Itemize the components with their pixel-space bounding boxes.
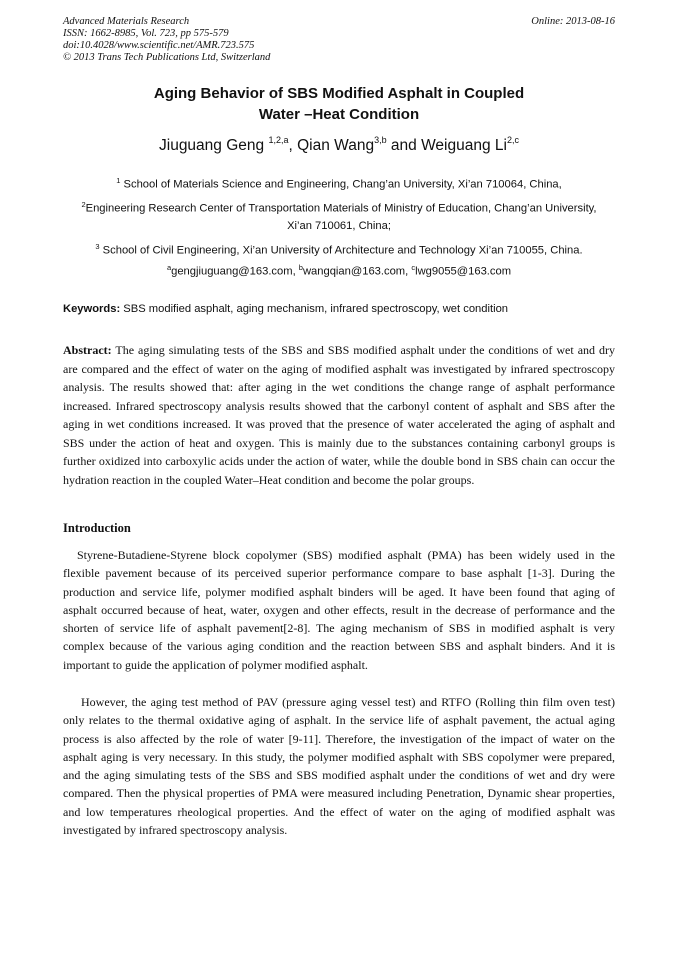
introduction-paragraph-1: Styrene-Butadiene-Styrene block copolymer (SBS) modified asphalt (PMA) has been widely used in the flexible pavement because of its perceived superior performance compare to base asphalt [1-3]. During the production and service life, polymer modified asphalt binders will be aged. It have been found that aging of asphalt occurred because of heat, water, oxygen and other effects, result in the decrease of performance and the shorten of service life of asphalt pavement[2-8]. The aging mechanism of SBS in modified asphalt is very complex because of the various aging condition and the reaction between SBS and asphalt binders. And it is important to guide the application of polymer modified asphalt. (63, 548, 615, 672)
title-line-2: Water –Heat Condition (258, 106, 420, 123)
author-name: Qian Wang (297, 137, 375, 155)
introduction-paragraph-2: However, the aging test method of PAV (pressure aging vessel test) and RTFO (Rolling thin film oven test) only relates to the thermal oxidative aging of asphalt. In the service life of asphalt pavement, the actual aging process is also affected by the role of water [9-11]. Therefore, the investigation of the impact of water on the asphalt aging is very necessary. In this study, the polymer modified asphalt with SBS copolymer were prepared, and the aging simulating tests of the SBS and SBS modified asphalt under the conditions of wet and dry were compared. Then the physical properties of PMA were measured including Penetration, Dynamic shear properties, and low temperatures rheological properties. And the effect of water on the aging of modified asphalt was investigated by infrared spectroscopy analysis. (63, 695, 615, 838)
affiliation-1 (63, 172, 615, 194)
affiliation-text: Engineering Research Center of Transportation Materials of Ministry of Education, Chang’an University, Xi’an 710061, China; (85, 202, 597, 232)
affiliation-mark: 2 (81, 200, 86, 209)
affiliation-2 (80, 196, 598, 235)
affiliation-mark: 1 (116, 176, 121, 185)
email-list (63, 263, 615, 278)
author-affiliation-mark: 2,c (506, 135, 519, 145)
affiliation-3 (63, 238, 615, 260)
email-address: wangqian@163.com (302, 265, 406, 278)
journal-header (63, 16, 615, 64)
affiliation-text: School of Civil Engineering, Xi’an University of Architecture and Technology Xi’an 710055, China. (99, 244, 583, 257)
abstract (63, 341, 615, 489)
email-separator: , (405, 265, 412, 278)
copyright-line: © 2013 Trans Tech Publications Ltd, Switzerland (63, 52, 271, 63)
author-affiliation-mark: 3,b (374, 135, 387, 145)
author-separator: and (386, 137, 422, 155)
abstract-label: Abstract: (63, 343, 112, 357)
affiliation-text: School of Materials Science and Engineering, Chang’an University, Xi’an 710064, China, (120, 178, 562, 191)
keywords-text: SBS modified asphalt, aging mechanism, infrared spectroscopy, wet condition (120, 303, 509, 315)
doi-line: doi:10.4028/www.scientific.net/AMR.723.575 (63, 40, 255, 51)
affiliation-mark: 3 (95, 242, 100, 251)
introduction-heading: Introduction (63, 521, 131, 535)
email-address: gengjiuguang@163.com (171, 265, 293, 278)
author-name: Weiguang Li (421, 137, 507, 155)
email-mark: b (298, 263, 303, 272)
paper-title (63, 83, 615, 125)
abstract-text: The aging simulating tests of the SBS and SBS modified asphalt under the conditions of wet and dry are compared and the effect of water on the aging of modified asphalt was investigated by infrared spectroscopy analysis. The results showed that: after aging in the wet conditions the change range of asphalt performance increased. Infrared spectroscopy analysis results showed that the carbonyl content of asphalt and SBS after the aging in wet conditions increased. It was proved that the presence of water accelerated the aging of asphalt and SBS under the action of heat and oxygen. This is mainly due to the substances containing carbonyl groups is further oxidized into carboxylic acids under the action of water, while the double bond in SBS chain can occur the hydration reaction in the coupled Water–Heat condition and become the polar groups. (63, 343, 615, 487)
email-mark: c (411, 263, 416, 272)
email-separator: , (292, 265, 299, 278)
author-name: Jiuguang Geng (159, 137, 265, 155)
author-separator: , (288, 137, 298, 155)
email-mark: a (166, 263, 172, 272)
author-affiliation-mark: 1,2,a (268, 135, 289, 145)
keywords (63, 303, 615, 315)
email-address: lwg9055@163.com (415, 265, 512, 278)
online-date: Online: 2013-08-16 (531, 16, 615, 27)
title-line-1: Aging Behavior of SBS Modified Asphalt in Coupled (153, 85, 525, 102)
issn-line: ISSN: 1662-8985, Vol. 723, pp 575-579 (63, 28, 229, 39)
author-list (63, 136, 615, 155)
journal-name: Advanced Materials Research (63, 16, 190, 27)
keywords-label: Keywords: (63, 303, 121, 315)
